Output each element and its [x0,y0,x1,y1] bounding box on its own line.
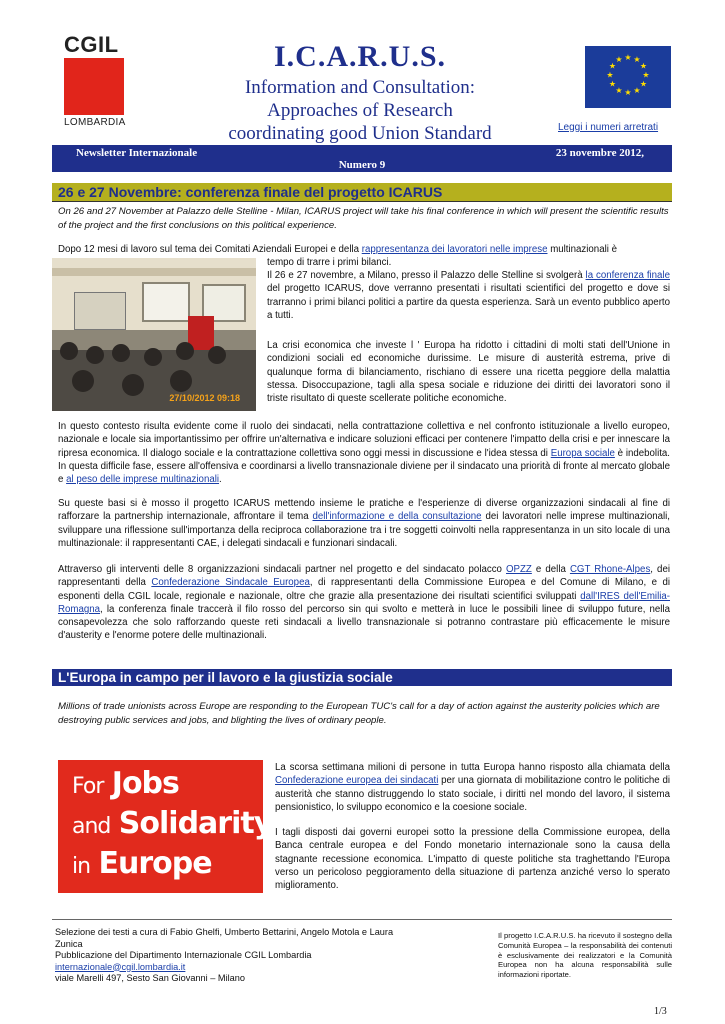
link-imprese-multinazionali[interactable]: al peso delle imprese multinazionali [66,474,220,486]
photo-person [144,348,162,366]
subtitle-line: Approaches of Research [267,100,453,121]
text: e della [531,564,570,575]
poster-word: and [72,814,111,839]
section2-title: L'Europa in campo per il lavoro e la giustizia sociale [58,670,393,685]
svg-text:★: ★ [633,55,641,64]
poster-word: Europe [98,846,212,881]
text: Il 26 e 27 novembre, a Milano, presso il Palazzo delle Stelline si svolgerà [267,270,586,281]
newsletter-subtitle [150,76,570,145]
link-confederazione-sindacale-europea[interactable]: Confederazione Sindacale Europea [151,577,310,589]
footer-publisher: Pubblicazione del Dipartimento Internazionale CGIL Lombardia [55,950,312,960]
photo-timestamp: 27/10/2012 09:18 [169,393,240,403]
svg-text:★: ★ [624,88,632,97]
newsletter-info-bar [52,145,672,172]
photo-person [122,374,144,396]
section1-title: 26 e 27 Novembre: conferenza finale del progetto ICARUS [58,184,443,200]
issue-date: 23 novembre 2012, [555,147,644,159]
issue-number: Numero 9 [338,159,386,171]
photo-beam [52,268,256,276]
poster-line [72,806,272,841]
link-europa-sociale[interactable]: Europa sociale [550,447,615,459]
text: del progetto ICARUS, dove verranno presentati i risultati scientifici del progetto e dove si trarranno i primi bilanci politici a partire da questa esperienza. Sarà un evento pubblico aperto a tutti. [267,283,670,321]
text: La scorsa settimana milioni di persone in tutta Europa hanno risposto alla chiamata della [275,762,670,773]
poster-word: in [72,854,91,879]
newsletter-type: Newsletter Internazionale [76,147,198,159]
footer-email-link[interactable]: internazionale@cgil.lombardia.it [55,961,186,972]
cgil-region-label: LOMBARDIA [64,117,126,128]
svg-text:★: ★ [615,55,623,64]
text: , di rappresentanti della Commissione Europea e del Comune di Milano, e di esponenti della CGIL locale, regionale e nazionale, oltre che grazie alla presentazione dei risultati scientifici sviluppati [58,577,670,602]
photo-person [60,342,78,360]
section1-para-5 [58,497,670,550]
section1-intro: On 26 and 27 November at Palazzo delle Stelline - Milan, ICARUS project will take his final conference in which will present the scientific results of the project and the first conclusions on this political experience. [58,206,669,231]
svg-text:★: ★ [639,61,648,71]
link-rappresentanza[interactable]: rappresentanza dei lavoratori nelle imprese [361,244,548,255]
text: In questo contesto risulta evidente come il ruolo dei sindacati, nella contrattazione collettiva e nel confronto istituzionale a livello europeo, nazionale e locale sia importantissimo per offrire un'alternativa e indicare soluzioni efficaci per contenere l'impatto della crisi e per innescare la ripresa economica. Il dialogo sociale e la contrattazione collettiva sono oggi messi in discussione e l'idea stessa di [58,421,670,459]
photo-window [142,282,190,322]
cgil-logo-block [64,58,124,115]
footer-disclaimer: Il progetto I.C.A.R.U.S. ha ricevuto il sostegno della Comunità Europea – la responsabilità dei contenuti è esclusivamente dei realizzatori e la Comunità Europea non ha alcuna responsabilità sulle informazioni riportate. [498,931,672,980]
text: , la conferenza finale traccerà il filo rosso del percorso sin qui svolto e metterà in luce le possibili linee di sviluppo future, nella consapevolezza che solo rafforzando queste reti sindacali a livello transnazionale si potranno contrastare più efficacemente le misure d'austerity e l'enorme potere delle multinazionali. [58,603,670,642]
text: per una giornata di mobilitazione contro le politiche di austerità che stanno distruggendo lo stato sociale, i diritti nel mondo del lavoro, il sistema pensionistico, lo sviluppo economico e la coesione sociale. [275,775,670,813]
svg-text:★: ★ [615,86,623,95]
link-opzz[interactable]: OPZZ [506,564,532,575]
link-informazione-consultazione[interactable]: dell'informazione e della consultazione [312,511,482,523]
section2-para-1 [275,761,670,814]
svg-text:★: ★ [639,79,648,89]
photo-person [208,346,226,364]
svg-text:★: ★ [608,79,617,89]
poster-word: Jobs [111,766,179,801]
poster-line [72,766,179,801]
text: Su queste basi si è mosso il progetto ICARUS mettendo insieme le pratiche e l'esperienze di diverse organizzazioni sindacali al fine di rafforzare la partnership internazionale, affrontare il tema [58,498,670,523]
poster-word: Solidarity [118,806,273,841]
link-cgt-rhone-alpes[interactable]: CGT Rhone-Alpes [569,564,651,575]
cgil-logo-text: CGIL [64,32,119,57]
link-confederazione-europea-sindacati[interactable]: Confederazione europea dei sindacati [275,775,439,787]
footer-rule [52,919,672,920]
text: , dei rappresentanti della [58,564,670,589]
poster-word: For [72,774,104,799]
footer-credits [55,927,395,985]
footer-address: viale Marelli 497, Sesto San Giovanni – Milano [55,973,245,983]
photo-person [86,346,104,364]
subtitle-line: coordinating good Union Standard [228,123,492,144]
section1-para-1 [58,243,670,256]
section1-para-3: La crisi economica che investe l ' Europa ha ridotto i cittadini di molti stati dell'Unione in condizioni sociali ed economiche durissime. Le misure di austerità estrema, prive di qualunque forma di bilanciamento, rischiano di essere una ricetta peggiore della malattia stessa. Disoccupazione, tagli alla spesa sociale e riduzione dei diritti dei lavoratori sono il triste risultato di queste scellerate politiche economiche. [267,340,670,405]
newsletter-title: I.C.A.R.U.S. [273,40,447,73]
section1-para-4 [58,420,670,486]
photo-person [170,370,192,392]
footer-editors: Selezione dei testi a cura di Fabio Ghelfi, Umberto Bettarini, Angelo Motola e Laura Zunica [55,927,394,949]
eu-stars-icon [585,46,671,108]
back-issues-link[interactable]: Leggi i numeri arretrati [558,122,659,133]
svg-text:★: ★ [606,70,614,80]
svg-text:★: ★ [633,86,641,95]
section1-rule [52,201,672,202]
subtitle-line: Information and Consultation: [244,77,476,98]
text: Attraverso gli interventi delle 8 organizzazioni sindacali partner nel progetto e del sindacato polacco [58,564,507,575]
text: multinazionali è [547,244,617,255]
link-ires-emilia-romagna[interactable]: dall'IRES dell'Emilia-Romagna [58,590,671,615]
poster-line [72,846,212,881]
text: Dopo 12 mesi di lavoro sul tema dei Comitati Aziendali Europei e della [58,244,362,255]
section1-header-bar [52,183,672,201]
photo-person [176,342,194,360]
page-number: 1/3 [654,1006,667,1017]
svg-text:★: ★ [608,61,617,71]
section1-para-2 [267,269,670,322]
text: dei lavoratori nelle imprese multinazionali, sviluppare una riflessione sull'importanza della reciproca collaborazione tra i tre soggetti coinvolti nella rappresentanza in un sito locale di una multinazionale: il rappresentanti CAE, i delegati sindacali e funzionari sindacali. [58,511,670,549]
section1-para-1-cont: tempo di trarre i primi bilanci. [267,257,392,268]
section2-intro: Millions of trade unionists across Europe are responding to the European TUC's call for a day of action against the austerity policies which are destroying public services and jobs, and blighting the lives of ordinary people. [58,701,660,726]
section1-para-6 [58,563,670,643]
photo-screen [74,292,126,330]
link-conferenza-finale[interactable]: la conferenza finale [585,270,670,281]
text: . [219,474,222,486]
photo-person [112,344,130,362]
photo-person [72,370,94,392]
section2-header-bar [52,669,672,686]
text: è indebolita. In questa difficile fase, essere all'offensiva e coordinarsi a livello transnazionale diviene per il sindacato una priorità di fronte al mercato globale e [58,447,670,486]
svg-text:★: ★ [642,70,650,80]
eu-flag-icon [585,46,671,108]
jobs-solidarity-poster [58,760,273,893]
svg-text:★: ★ [624,53,632,62]
conference-photo [52,258,256,411]
section2-para-2: I tagli disposti dai governi europei sotto la pressione della Commissione europea, della Banca centrale europea e del Fondo monetario internazionale sono la causa della stagnante recessione economica. L'impatto di queste politiche sta traghettando l'Europa verso un pericoloso peggioramento della situazione di partenza anziché verso lo sperato miglioramento. [275,827,670,892]
